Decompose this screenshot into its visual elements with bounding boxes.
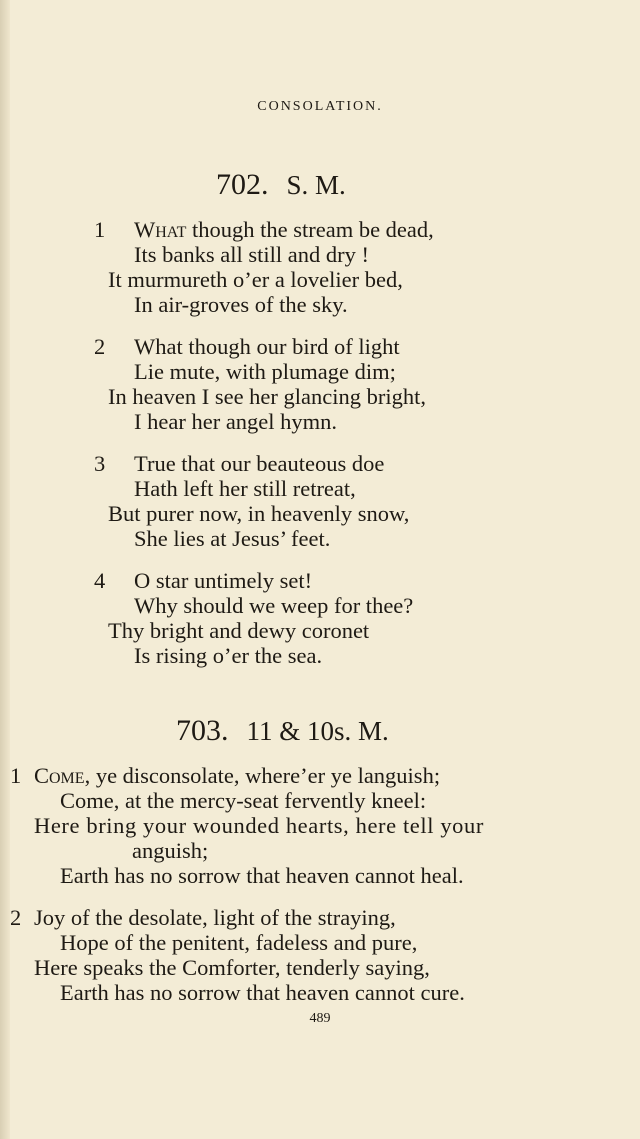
hymn-number: 702. bbox=[216, 168, 269, 201]
verse-line: O star untimely set! bbox=[134, 568, 313, 593]
verse-line: anguish; bbox=[132, 838, 209, 863]
verse-number: 1 bbox=[10, 763, 22, 788]
verse-line: Here bring your wounded hearts, here tell your bbox=[34, 813, 484, 838]
page-gutter bbox=[0, 0, 10, 1139]
verse-line: In heaven I see her glancing bright, bbox=[108, 384, 426, 409]
verse-line: Thy bright and dewy coronet bbox=[108, 618, 370, 643]
verse-line: In air-groves of the sky. bbox=[134, 292, 348, 317]
verse-number: 4 bbox=[94, 568, 106, 593]
verse-line: Joy of the desolate, light of the straying, bbox=[34, 905, 396, 930]
verse-line: Is rising o’er the sea. bbox=[134, 643, 323, 668]
verse-line: Here speaks the Comforter, tenderly saying, bbox=[34, 955, 430, 980]
verse-line: I hear her angel hymn. bbox=[134, 409, 338, 434]
verse-line: Earth has no sorrow that heaven cannot cure. bbox=[60, 980, 465, 1005]
hymn-meter: S. M. bbox=[286, 170, 346, 200]
verse-line: Its banks all still and dry ! bbox=[134, 242, 369, 267]
running-header: CONSOLATION. bbox=[257, 99, 383, 114]
hymn-heading bbox=[176, 714, 389, 748]
verse-line: Hath left her still retreat, bbox=[134, 476, 356, 501]
verse-line: It murmureth o’er a lovelier bed, bbox=[108, 267, 403, 292]
verse-line: Why should we weep for thee? bbox=[134, 593, 414, 618]
verse-line: But purer now, in heavenly snow, bbox=[108, 501, 410, 526]
verse-line: Come, at the mercy-seat fervently kneel: bbox=[60, 788, 427, 813]
verse-line: She lies at Jesus’ feet. bbox=[134, 526, 331, 551]
verse-first-word: What bbox=[134, 217, 187, 242]
verse-line: What though the stream be dead, bbox=[134, 217, 434, 242]
verse-number: 1 bbox=[94, 217, 106, 242]
verse-line: Earth has no sorrow that heaven cannot heal. bbox=[60, 863, 464, 888]
hymn-heading bbox=[216, 168, 346, 202]
verse-line: Lie mute, with plumage dim; bbox=[134, 359, 396, 384]
verse-line: Come, ye disconsolate, where’er ye languish; bbox=[34, 763, 441, 788]
hymn-number: 703. bbox=[176, 714, 229, 747]
verse-line: What though our bird of light bbox=[134, 334, 400, 359]
verse-number: 3 bbox=[94, 451, 106, 476]
verse-first-word: Come bbox=[34, 763, 85, 788]
verse-line: Hope of the penitent, fadeless and pure, bbox=[60, 930, 418, 955]
verse-number: 2 bbox=[94, 334, 106, 359]
hymn-meter: 11 & 10s. M. bbox=[246, 716, 389, 746]
verse-line: True that our beauteous doe bbox=[134, 451, 385, 476]
page-number: 489 bbox=[309, 1011, 331, 1026]
verse-number: 2 bbox=[10, 905, 22, 930]
